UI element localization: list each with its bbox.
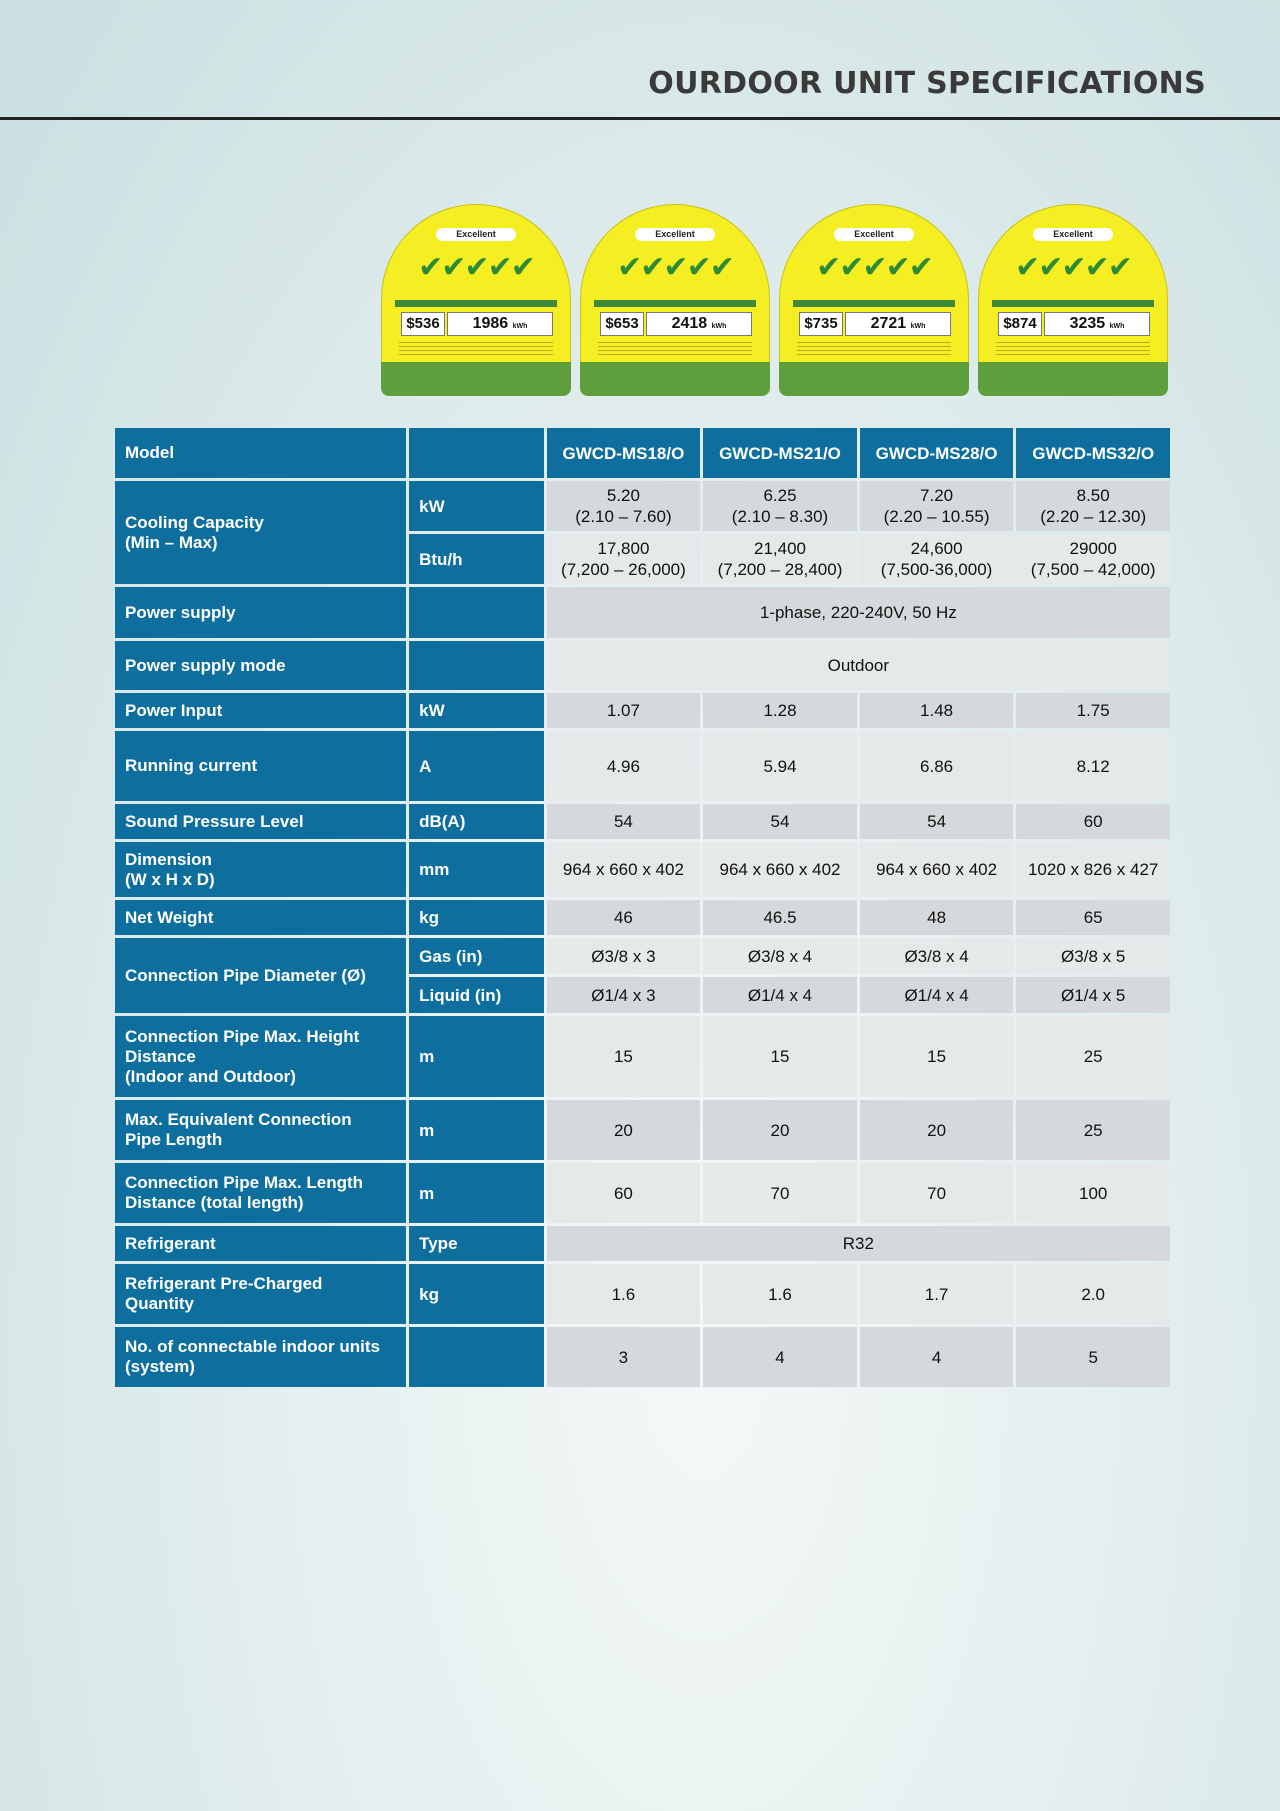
row-label: Power supply mode — [115, 641, 406, 690]
row-label: Running current — [115, 731, 406, 801]
value-cell: 5 — [1016, 1327, 1170, 1387]
value-cell: 1.6 — [547, 1264, 701, 1324]
precharged-row — [115, 1264, 1170, 1324]
value-cell: 5.20 (2.10 – 7.60) — [547, 481, 701, 531]
row-label: Power supply — [115, 587, 406, 638]
energy-label-ms18 — [381, 204, 571, 396]
unit-cell: dB(A) — [409, 804, 544, 839]
unit-cell: mm — [409, 842, 544, 897]
value-cell: 1.28 — [703, 693, 857, 728]
annual-consumption: 2418 kWh — [646, 312, 752, 336]
dimension-row — [115, 842, 1170, 897]
value-cell: Ø1/4 x 3 — [547, 977, 701, 1013]
value-cell: 100 — [1016, 1163, 1170, 1223]
check-marks-icon: ✔✔✔✔✔ — [617, 250, 733, 285]
value-cell: 6.86 — [860, 731, 1014, 801]
value-cell: 70 — [703, 1163, 857, 1223]
value-cell: Ø1/4 x 4 — [860, 977, 1014, 1013]
pipe-length-row — [115, 1163, 1170, 1223]
annual-consumption: 3235 kWh — [1044, 312, 1150, 336]
refrigerant-row — [115, 1226, 1170, 1261]
power-supply-row — [115, 587, 1170, 638]
energy-label-ms28 — [779, 204, 969, 396]
value-cell: 4 — [703, 1327, 857, 1387]
unit-cell: Gas (in) — [409, 938, 544, 974]
label-footer — [779, 362, 969, 396]
value-cell: 7.20 (2.20 – 10.55) — [860, 481, 1014, 531]
unit-cell: Btu/h — [409, 534, 544, 584]
value-cell: 25 — [1016, 1016, 1170, 1097]
unit-cell — [409, 587, 544, 638]
power-supply-mode-row — [115, 641, 1170, 690]
row-label: Refrigerant — [115, 1226, 406, 1261]
row-label: No. of connectable indoor units (system) — [115, 1327, 406, 1387]
pipe-height-row — [115, 1016, 1170, 1097]
unit-cell — [409, 641, 544, 690]
row-label: Model — [115, 428, 406, 478]
value-cell: 1020 x 826 x 427 — [1016, 842, 1170, 897]
value-cell: 60 — [1016, 804, 1170, 839]
value-cell: Outdoor — [547, 641, 1170, 690]
page-title: OURDOOR UNIT SPECIFICATIONS — [648, 66, 1206, 101]
title-divider — [0, 117, 1280, 120]
rating-badge: Excellent — [834, 228, 914, 241]
value-cell: 1.07 — [547, 693, 701, 728]
model-header: GWCD-MS32/O — [1016, 428, 1170, 478]
row-label: Dimension (W x H x D) — [115, 842, 406, 897]
annual-cost: $874 — [998, 312, 1042, 336]
rating-badge: Excellent — [1033, 228, 1113, 241]
value-cell: 20 — [703, 1100, 857, 1160]
row-label: Max. Equivalent Connection Pipe Length — [115, 1100, 406, 1160]
label-footer — [978, 362, 1168, 396]
row-label: Net Weight — [115, 900, 406, 935]
value-cell: 20 — [860, 1100, 1014, 1160]
value-cell: 24,600 (7,500-36,000) — [860, 534, 1014, 584]
cooling-kw-row — [115, 481, 1170, 531]
value-cell: 5.94 — [703, 731, 857, 801]
net-weight-row — [115, 900, 1170, 935]
value-cell: 25 — [1016, 1100, 1170, 1160]
value-cell: Ø1/4 x 5 — [1016, 977, 1170, 1013]
value-cell: 70 — [860, 1163, 1014, 1223]
unit-cell: Type — [409, 1226, 544, 1261]
value-cell: 15 — [860, 1016, 1014, 1097]
model-header: GWCD-MS18/O — [547, 428, 701, 478]
value-cell: 1.75 — [1016, 693, 1170, 728]
row-label: Connection Pipe Max. Height Distance (Indoor and Outdoor) — [115, 1016, 406, 1097]
energy-label-ms21 — [580, 204, 770, 396]
row-label: Power Input — [115, 693, 406, 728]
unit-cell: m — [409, 1163, 544, 1223]
annual-consumption: 1986 kWh — [447, 312, 553, 336]
value-cell: 8.50 (2.20 – 12.30) — [1016, 481, 1170, 531]
running-current-row — [115, 731, 1170, 801]
unit-cell: kW — [409, 481, 544, 531]
equiv-length-row — [115, 1100, 1170, 1160]
pipe-gas-row — [115, 938, 1170, 974]
value-cell: Ø1/4 x 4 — [703, 977, 857, 1013]
model-header: GWCD-MS28/O — [860, 428, 1014, 478]
value-cell: 15 — [547, 1016, 701, 1097]
value-cell: 2.0 — [1016, 1264, 1170, 1324]
row-label: Connection Pipe Diameter (Ø) — [115, 938, 406, 1013]
value-cell: 4 — [860, 1327, 1014, 1387]
check-marks-icon: ✔✔✔✔✔ — [418, 250, 534, 285]
fine-print — [797, 339, 951, 357]
value-cell: Ø3/8 x 3 — [547, 938, 701, 974]
check-marks-icon: ✔✔✔✔✔ — [816, 250, 932, 285]
annual-cost: $536 — [401, 312, 445, 336]
value-cell: 15 — [703, 1016, 857, 1097]
value-cell: Ø3/8 x 4 — [860, 938, 1014, 974]
label-strip — [992, 300, 1154, 307]
fine-print — [996, 339, 1150, 357]
value-cell: Ø3/8 x 4 — [703, 938, 857, 974]
annual-cost: $735 — [799, 312, 843, 336]
energy-labels — [381, 204, 1171, 396]
unit-cell: A — [409, 731, 544, 801]
value-cell: 46.5 — [703, 900, 857, 935]
model-header: GWCD-MS21/O — [703, 428, 857, 478]
row-label: Cooling Capacity (Min – Max) — [115, 481, 406, 584]
value-cell: 8.12 — [1016, 731, 1170, 801]
value-cell: 60 — [547, 1163, 701, 1223]
unit-cell — [409, 1327, 544, 1387]
value-cell: 20 — [547, 1100, 701, 1160]
unit-cell: m — [409, 1016, 544, 1097]
model-row — [115, 428, 1170, 478]
label-strip — [594, 300, 756, 307]
rating-badge: Excellent — [635, 228, 715, 241]
value-cell: 54 — [547, 804, 701, 839]
value-cell: Ø3/8 x 5 — [1016, 938, 1170, 974]
rating-badge: Excellent — [436, 228, 516, 241]
value-cell: 6.25 (2.10 – 8.30) — [703, 481, 857, 531]
value-cell: 4.96 — [547, 731, 701, 801]
value-cell: 46 — [547, 900, 701, 935]
unit-cell: kg — [409, 900, 544, 935]
fine-print — [598, 339, 752, 357]
annual-consumption: 2721 kWh — [845, 312, 951, 336]
row-label: Refrigerant Pre-Charged Quantity — [115, 1264, 406, 1324]
value-cell: 48 — [860, 900, 1014, 935]
value-cell: 65 — [1016, 900, 1170, 935]
value-cell: 21,400 (7,200 – 28,400) — [703, 534, 857, 584]
value-cell: 17,800 (7,200 – 26,000) — [547, 534, 701, 584]
value-cell: 29000 (7,500 – 42,000) — [1016, 534, 1170, 584]
indoor-units-row — [115, 1327, 1170, 1387]
value-cell: 3 — [547, 1327, 701, 1387]
row-label: Sound Pressure Level — [115, 804, 406, 839]
unit-cell: m — [409, 1100, 544, 1160]
label-footer — [381, 362, 571, 396]
value-cell: 1-phase, 220-240V, 50 Hz — [547, 587, 1170, 638]
label-strip — [793, 300, 955, 307]
value-cell: 1.6 — [703, 1264, 857, 1324]
value-cell: 964 x 660 x 402 — [860, 842, 1014, 897]
power-input-row — [115, 693, 1170, 728]
unit-cell — [409, 428, 544, 478]
spec-table — [112, 425, 1173, 1390]
value-cell: 54 — [860, 804, 1014, 839]
value-cell: 1.7 — [860, 1264, 1014, 1324]
unit-cell: kg — [409, 1264, 544, 1324]
fine-print — [399, 339, 553, 357]
unit-cell: Liquid (in) — [409, 977, 544, 1013]
value-cell: R32 — [547, 1226, 1170, 1261]
label-strip — [395, 300, 557, 307]
unit-cell: kW — [409, 693, 544, 728]
value-cell: 964 x 660 x 402 — [547, 842, 701, 897]
value-cell: 54 — [703, 804, 857, 839]
annual-cost: $653 — [600, 312, 644, 336]
sound-row — [115, 804, 1170, 839]
check-marks-icon: ✔✔✔✔✔ — [1015, 250, 1131, 285]
value-cell: 1.48 — [860, 693, 1014, 728]
value-cell: 964 x 660 x 402 — [703, 842, 857, 897]
label-footer — [580, 362, 770, 396]
row-label: Connection Pipe Max. Length Distance (total length) — [115, 1163, 406, 1223]
energy-label-ms32 — [978, 204, 1168, 396]
